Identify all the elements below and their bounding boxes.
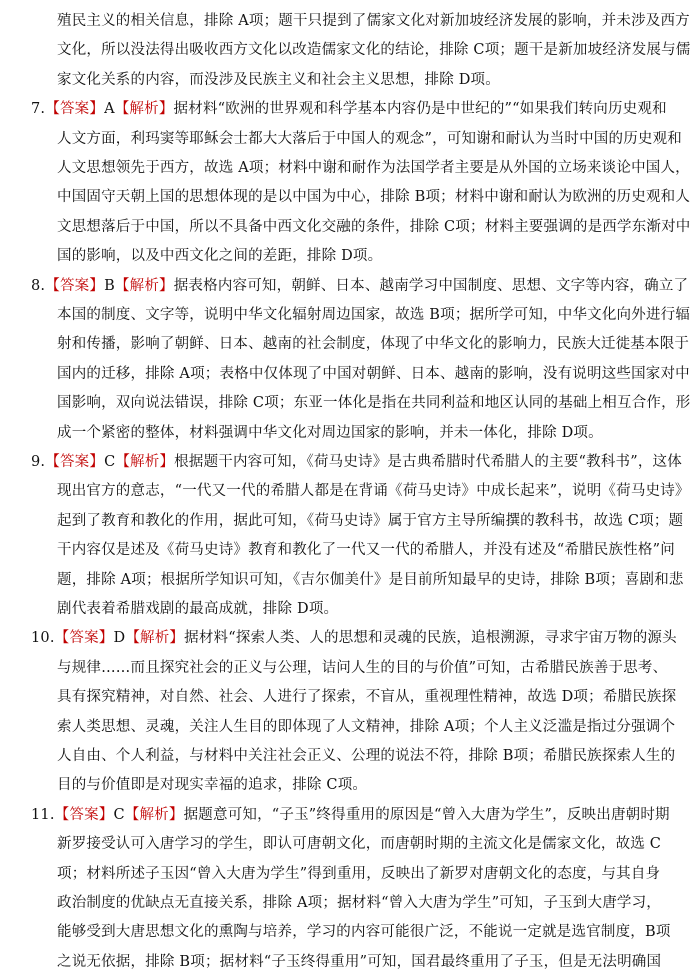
analysis-text: 据表格内容可知，朝鲜、日本、越南学习中国制度、思想、文字等内容，确立了 bbox=[173, 277, 689, 294]
answer-item-first-line bbox=[31, 276, 688, 296]
answer-tag: 【答案】 bbox=[45, 454, 105, 470]
analysis-tag: 【解析】 bbox=[114, 277, 174, 294]
analysis-text: 据题意可知，“子玉”终得重用的原因是“曾入大唐为学生”，反映出唐朝时期 bbox=[183, 806, 670, 823]
answer-item-first-line bbox=[31, 452, 682, 472]
question-number: 7. bbox=[31, 101, 46, 118]
analysis-line: 目的与价值即是对现实幸福的追求，排除 C项。 bbox=[57, 777, 368, 794]
analysis-tag: 【解析】 bbox=[124, 806, 184, 823]
analysis-line: 之说无依据，排除 B项；据材料“子玉终得重用”可知，国君最终重用了子玉，但是无法明确国 bbox=[57, 953, 662, 970]
analysis-line: 国影响，双向说法错误，排除 C项；东亚一体化是指在共同利益和地区认同的基础上相互合作，形 bbox=[57, 395, 691, 412]
analysis-text: 据材料“探索人类、人的思想和灵魂的民族，追根溯源，寻求宇宙万物的源头 bbox=[184, 630, 677, 647]
continuation-line: 殖民主义的相关信息，排除 A项；题干只提到了儒家文化对新加坡经济发展的影响，并未涉及西方 bbox=[57, 13, 690, 29]
analysis-line: 国内的迁移，排除 A项；表格中仅体现了中国对朝鲜、日本、越南的影响，没有说明这些国家对中 bbox=[57, 365, 690, 382]
answer-item-first-line bbox=[31, 99, 667, 119]
question-number: 10. bbox=[31, 630, 55, 647]
analysis-line: 题，排除 A项；根据所学知识可知，《吉尔伽美什》是目前所知最早的史诗，排除 B项；喜剧和悲 bbox=[57, 571, 684, 588]
answer-tag: 【答案】 bbox=[45, 101, 105, 118]
question-number: 8. bbox=[31, 277, 46, 294]
analysis-line: 新罗接受认可入唐学习的学生，即认可唐朝文化，而唐朝时期的主流文化是儒家文化，故选 C bbox=[57, 836, 662, 853]
continuation-line: 文化，所以没法得出吸收西方文化以改造儒家文化的结论，排除 C项；题干是新加坡经济发展与儒 bbox=[57, 42, 691, 59]
analysis-line: 与规律……而且探究社会的正义与公理，诘问人生的目的与价值”可知，古希腊民族善于思考、 bbox=[57, 659, 668, 676]
answer-letter: A bbox=[104, 101, 115, 118]
answer-item-first-line bbox=[31, 628, 677, 648]
question-number: 9. bbox=[31, 454, 46, 470]
analysis-line: 能够受到大唐思想文化的熏陶与培养，学习的内容可能很广泛，不能说一定就是选官制度，B项 bbox=[57, 924, 671, 941]
analysis-line: 项；材料所述子玉因“曾入大唐为学生”得到重用，反映出了新罗对唐朝文化的态度，与其自身 bbox=[57, 865, 661, 882]
analysis-line: 人文方面，利玛窦等耶稣会士都大大落后于中国人的观念”，可知谢和耐认为当时中国的历史观和 bbox=[57, 130, 683, 147]
analysis-tag: 【解析】 bbox=[114, 101, 174, 118]
answer-letter: B bbox=[104, 277, 115, 294]
analysis-line: 起到了教育和教化的作用，据此可知，《荷马史诗》属于官方主导所编撰的教科书，故选 C项；题 bbox=[57, 512, 684, 529]
analysis-text: 根据题干内容可知，《荷马史诗》是古典希腊时代希腊人的主要“教科书”，这体 bbox=[174, 454, 682, 470]
analysis-line: 干内容仅是述及《荷马史诗》教育和教化了一代又一代的希腊人，并没有述及“希腊民族性格”问 bbox=[57, 542, 675, 559]
answer-item-first-line bbox=[31, 805, 670, 825]
answer-letter: C bbox=[104, 454, 116, 470]
analysis-text: 据材料“欧洲的世界观和科学基本内容仍是中世纪的”“如果我们转向历史观和 bbox=[173, 101, 667, 118]
answer-tag: 【答案】 bbox=[54, 806, 114, 823]
analysis-line: 人文思想领先于西方，故选 A项；材料中谢和耐作为法国学者主要是从外国的立场来谈论中国人， bbox=[57, 160, 690, 176]
analysis-line: 具有探究精神，对自然、社会、人进行了探索，不盲从，重视理性精神，故选 D项；希腊民族探 bbox=[57, 689, 677, 706]
analysis-line: 射和传播，影响了朝鲜、日本、越南的社会制度，体现了中华文化的影响力，民族大迁徙基本限于 bbox=[57, 336, 690, 353]
analysis-line: 现出官方的意志，“一代又一代的希腊人都是在背诵《荷马史诗》中成长起来”，说明《荷马史诗》 bbox=[57, 483, 690, 500]
analysis-tag: 【解析】 bbox=[115, 454, 175, 470]
answer-letter: C bbox=[113, 806, 125, 823]
analysis-line: 索人类思想、灵魂，关注人生目的即体现了人文精神，排除 A项；个人主义泛滥是指过分强调个 bbox=[57, 718, 676, 735]
continuation-line: 家文化关系的内容，而没涉及民族主义和社会主义思想，排除 D项。 bbox=[57, 71, 500, 88]
analysis-line: 文思想落后于中国，所以不具备中西文化交融的条件，排除 C项；材料主要强调的是西学东渐对中 bbox=[57, 218, 691, 235]
analysis-line: 国的影响，以及中西文化之间的差距，排除 D项。 bbox=[57, 248, 383, 265]
answer-tag: 【答案】 bbox=[54, 630, 114, 647]
answer-tag: 【答案】 bbox=[45, 277, 105, 294]
analysis-line: 政治制度的优缺点无直接关系，排除 A项；据材料“曾入大唐为学生”可知，子玉到大唐学习， bbox=[57, 895, 662, 911]
answer-letter: D bbox=[113, 630, 126, 647]
analysis-line: 剧代表着希腊戏剧的最高成就，排除 D项。 bbox=[57, 601, 339, 617]
analysis-line: 成一个紧密的整体，材料强调中华文化对周边国家的影响，并未一体化，排除 D项。 bbox=[57, 424, 603, 441]
analysis-line: 人自由、个人利益，与材料中关注社会正义、公理的说法不符，排除 B项；希腊民族探索人生的 bbox=[57, 748, 676, 764]
analysis-tag: 【解析】 bbox=[125, 630, 185, 647]
analysis-line: 中国固守天朝上国的思想体现的是以中国为中心，排除 B项；材料中谢和耐认为欧洲的历史观和人 bbox=[57, 189, 691, 206]
question-number: 11. bbox=[31, 806, 55, 823]
analysis-line: 本国的制度、文字等，说明中华文化辐射周边国家，故选 B项；据所学可知，中华文化向外进行辐 bbox=[57, 307, 691, 323]
